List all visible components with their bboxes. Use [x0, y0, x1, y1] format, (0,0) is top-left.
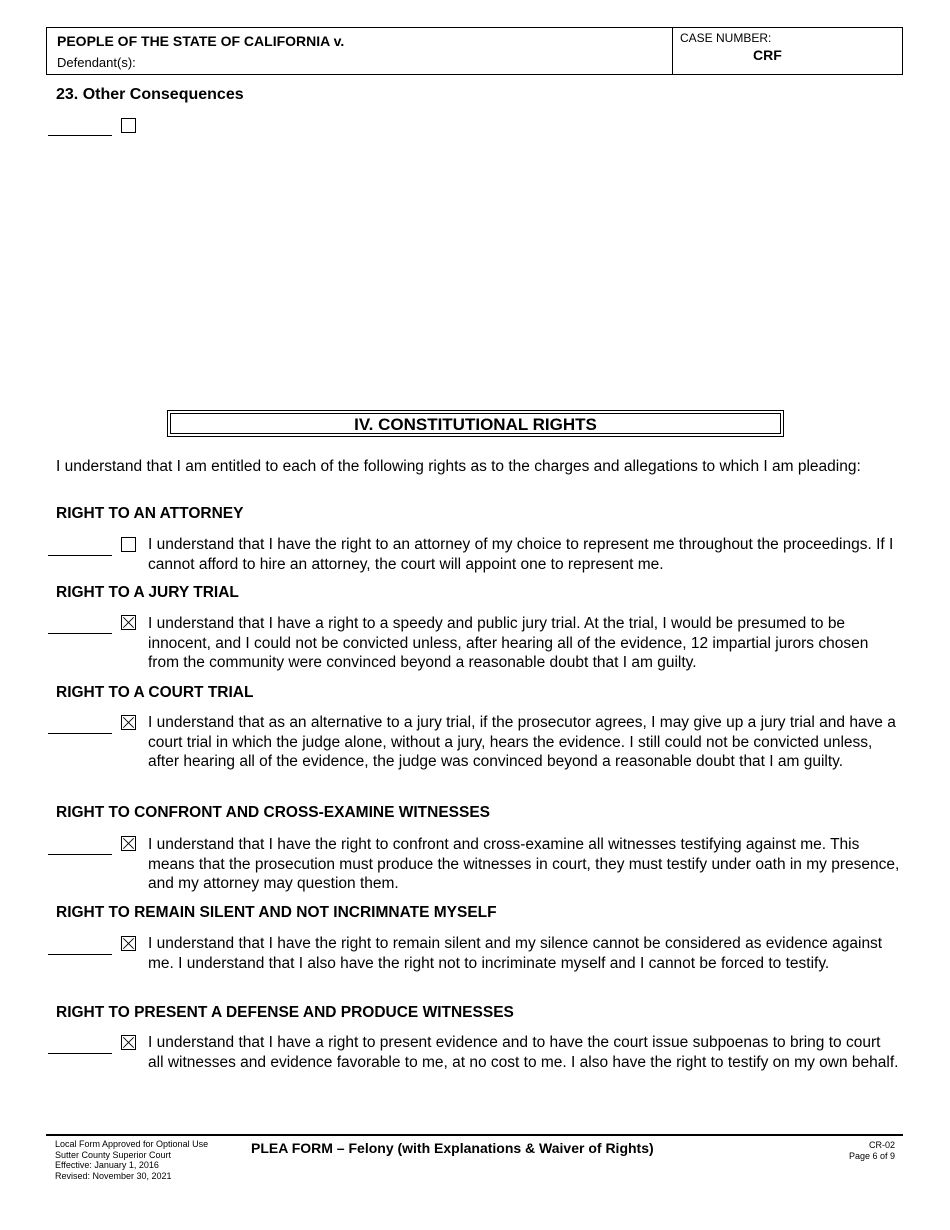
right-checkbox-confront-witnesses[interactable]	[121, 836, 136, 851]
right-heading-remain-silent: RIGHT TO REMAIN SILENT AND NOT INCRIMNATE MYSELF	[56, 904, 497, 921]
initials-line-remain-silent[interactable]	[48, 954, 112, 955]
header-divider	[672, 28, 673, 74]
checkmark-x-icon	[122, 616, 135, 629]
footer-line: Revised: November 30, 2021	[55, 1170, 172, 1181]
right-heading-confront-witnesses: RIGHT TO CONFRONT AND CROSS-EXAMINE WITNESSES	[56, 804, 491, 821]
footer-page-number: Page 6 of 9	[848, 1150, 895, 1161]
initials-line-court-trial[interactable]	[48, 733, 112, 734]
right-checkbox-attorney[interactable]	[121, 537, 136, 552]
footer-form-id: CR-02	[868, 1140, 895, 1150]
checkmark-x-icon	[122, 1036, 135, 1049]
checkmark-x-icon	[122, 937, 135, 950]
footer-line: Local Form Approved for Optional Use	[55, 1139, 209, 1149]
section-title: IV. CONSTITUTIONAL RIGHTS	[170, 413, 781, 434]
initials-line-other-consequences[interactable]	[48, 135, 112, 136]
footer-line: Sutter County Superior Court	[55, 1149, 172, 1160]
case-number-label: CASE NUMBER:	[680, 31, 772, 45]
right-text-confront-witnesses: I understand that I have the right to confront and cross-examine all witnesses testifying against me. This means that the prosecution must produce the witnesses in court, they must testify under oath in my presence, and my attorney may question them.	[148, 836, 900, 893]
rights-intro: I understand that I am entitled to each of the following rights as to the charges and allegations to which I am pleading:	[56, 458, 861, 475]
footer-line: Effective: January 1, 2016	[55, 1160, 159, 1170]
right-text-attorney: I understand that I have the right to an attorney of my choice to represent me throughout the proceedings. If I cannot afford to hire an attorney, the court will appoint one to represent me.	[148, 536, 894, 573]
initials-line-attorney[interactable]	[48, 555, 112, 556]
right-heading-present-defense: RIGHT TO PRESENT A DEFENSE AND PRODUCE WITNESSES	[56, 1004, 514, 1021]
right-checkbox-remain-silent[interactable]	[121, 936, 136, 951]
case-caption: PEOPLE OF THE STATE OF CALIFORNIA v.	[57, 33, 345, 49]
right-heading-court-trial: RIGHT TO A COURT TRIAL	[56, 684, 254, 701]
right-checkbox-jury-trial[interactable]	[121, 615, 136, 630]
initials-line-jury-trial[interactable]	[48, 633, 112, 634]
right-text-remain-silent: I understand that I have the right to remain silent and my silence cannot be considered as evidence against me. I understand that I also have the right not to incriminate myself and I cannot be forced to testify.	[148, 935, 883, 972]
initials-line-present-defense[interactable]	[48, 1053, 112, 1054]
footer-approval-info	[55, 1139, 208, 1181]
right-heading-jury-trial: RIGHT TO A JURY TRIAL	[56, 584, 239, 601]
case-header	[46, 27, 903, 75]
defendant-label: Defendant(s):	[57, 55, 136, 70]
other-consequences-title: 23. Other Consequences	[56, 86, 244, 103]
footer-form-info	[820, 1140, 895, 1161]
right-checkbox-court-trial[interactable]	[121, 715, 136, 730]
right-checkbox-present-defense[interactable]	[121, 1035, 136, 1050]
case-number-value[interactable]: CRF	[753, 47, 782, 63]
right-text-present-defense: I understand that I have a right to present evidence and to have the court issue subpoenas to bring to court all witnesses and evidence favorable to me, at no cost to me. I also have the right to testify on my own behalf.	[148, 1034, 899, 1071]
checkmark-x-icon	[122, 837, 135, 850]
initials-line-confront-witnesses[interactable]	[48, 854, 112, 855]
other-consequences-checkbox[interactable]	[121, 118, 136, 133]
section-banner	[167, 410, 784, 437]
right-heading-attorney: RIGHT TO AN ATTORNEY	[56, 505, 244, 522]
right-text-court-trial: I understand that as an alternative to a jury trial, if the prosecutor agrees, I may give up a jury trial and have a court trial in which the judge alone, without a jury, hears the evidence. I still could not be convicted unless, after hearing all of the evidence, the judge was convinced beyond a reasonable doubt that I am guilty.	[148, 714, 896, 771]
right-text-jury-trial: I understand that I have a right to a speedy and public jury trial. At the trial, I would be presumed to be innocent, and I could not be convicted unless, after hearing all of the evidence, 12 impartial jurors chosen from the community were convinced beyond a reasonable doubt that I am guilty.	[148, 615, 869, 672]
checkmark-x-icon	[122, 716, 135, 729]
footer-rule	[46, 1134, 903, 1136]
footer-form-title: PLEA FORM – Felony (with Explanations & Waiver of Rights)	[251, 1140, 654, 1156]
